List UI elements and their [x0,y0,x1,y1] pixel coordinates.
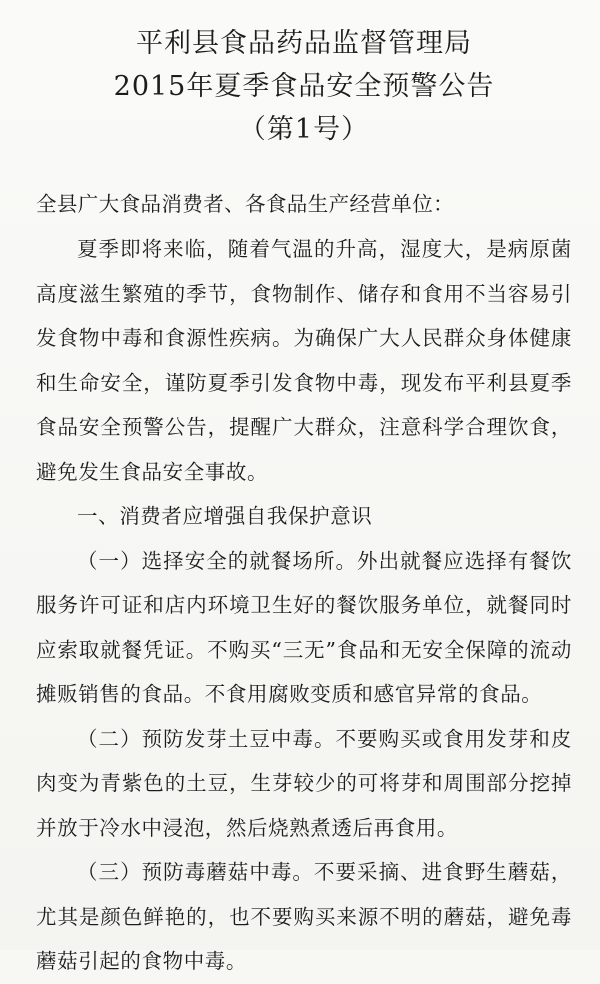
paragraph-item-2: （二）预防发芽土豆中毒。不要购买或食用发芽和皮肉变为青紫色的土豆，生芽较少的可将芽和周围部分挖掉并放于冷水中浸泡，然后烧熟煮透后再食用。 [36,726,572,840]
intro-paragraph: 夏季即将来临，随着气温的升高，湿度大，是病原菌高度滋生繁殖的季节，食物制作、储存和食用不当容易引发食物中毒和食源性疾病。为确保广大人民群众身体健康和生命安全，谨防夏季引发食物中毒，现发布平利县夏季食品安全预警公告，提醒广大群众，注意科学合理饮食，避免发生食品安全事故。 [36,237,572,484]
section-heading: 一、消费者应增强自我保护意识 [77,504,373,528]
paragraph-item-1: （一）选择安全的就餐场所。外出就餐应选择有餐饮服务许可证和店内环境卫生好的餐饮服务单位，就餐同时应索取就餐凭证。不购买“三无”食品和无安全保障的流动摊贩销售的食品。不食用腐败变质和感官异常的食品。 [36,548,572,706]
notice-number: （第1号） [238,114,370,145]
agency-title: 平利县食品药品监督管理局 [136,28,472,59]
notice-title: 2015年夏季食品安全预警公告 [113,71,495,102]
salutation: 全县广大食品消费者、各食品生产经营单位： [36,192,454,216]
paragraph-item-3: （三）预防毒蘑菇中毒。不要采摘、进食野生蘑菇，尤其是颜色鲜艳的，也不要购买来源不明的蘑菇，避免毒蘑菇引起的食物中毒。 [36,860,572,973]
title-block [36,22,572,151]
